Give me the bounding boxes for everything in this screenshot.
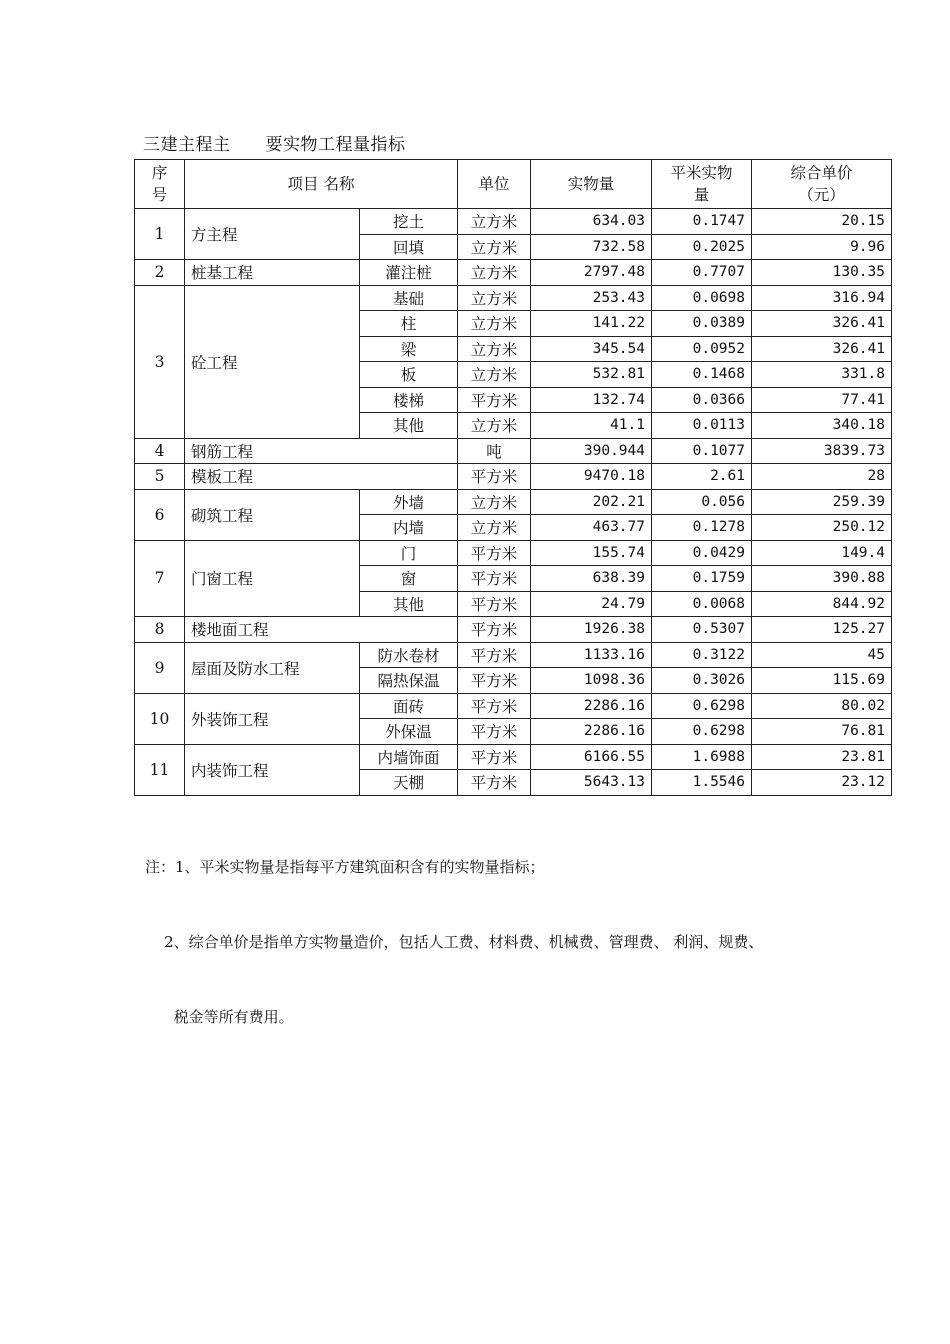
row-per-area-quantity: 0.0389	[652, 311, 752, 337]
row-per-area-quantity: 0.1468	[652, 362, 752, 388]
row-item-name: 砼工程	[185, 285, 360, 438]
row-sub-item: 外保温	[360, 719, 458, 745]
row-unit: 平方米	[458, 540, 531, 566]
row-sub-item: 灌注桩	[360, 260, 458, 286]
row-item-name: 屋面及防水工程	[185, 642, 360, 693]
row-seq-number: 9	[135, 642, 185, 693]
row-seq-number: 1	[135, 209, 185, 260]
row-unit-price: 76.81	[752, 719, 892, 745]
row-sub-item: 内墙	[360, 515, 458, 541]
row-unit-price: 390.88	[752, 566, 892, 592]
row-per-area-quantity: 0.1747	[652, 209, 752, 235]
row-sub-item: 挖土	[360, 209, 458, 235]
row-unit: 立方米	[458, 413, 531, 439]
row-sub-item: 梁	[360, 336, 458, 362]
row-unit-price: 250.12	[752, 515, 892, 541]
row-quantity: 532.81	[531, 362, 652, 388]
row-unit: 平方米	[458, 642, 531, 668]
row-sub-item: 天棚	[360, 770, 458, 796]
row-per-area-quantity: 1.6988	[652, 744, 752, 770]
row-per-area-quantity: 0.0952	[652, 336, 752, 362]
row-per-area-quantity: 0.3026	[652, 668, 752, 694]
row-per-area-quantity: 0.0429	[652, 540, 752, 566]
row-seq-number: 3	[135, 285, 185, 438]
row-quantity: 634.03	[531, 209, 652, 235]
table-row	[135, 438, 892, 464]
row-quantity: 41.1	[531, 413, 652, 439]
row-quantity: 1133.16	[531, 642, 652, 668]
row-quantity: 6166.55	[531, 744, 652, 770]
row-per-area-quantity: 0.1077	[652, 438, 752, 464]
row-unit-price: 130.35	[752, 260, 892, 286]
row-sub-item: 基础	[360, 285, 458, 311]
row-unit-price: 844.92	[752, 591, 892, 617]
row-sub-item: 其他	[360, 413, 458, 439]
row-unit-price: 259.39	[752, 489, 892, 515]
row-seq-number: 7	[135, 540, 185, 617]
row-unit-price: 340.18	[752, 413, 892, 439]
row-per-area-quantity: 2.61	[652, 464, 752, 490]
row-sub-item: 回填	[360, 234, 458, 260]
row-sub-item: 其他	[360, 591, 458, 617]
row-per-area-quantity: 0.0366	[652, 387, 752, 413]
table-row	[135, 617, 892, 643]
row-per-area-quantity: 0.1278	[652, 515, 752, 541]
row-seq-number: 6	[135, 489, 185, 540]
row-unit: 平方米	[458, 770, 531, 796]
row-quantity: 638.39	[531, 566, 652, 592]
footnotes	[145, 805, 763, 1055]
row-sub-item: 隔热保温	[360, 668, 458, 694]
row-unit-price: 3839.73	[752, 438, 892, 464]
row-quantity: 732.58	[531, 234, 652, 260]
footnote-3: 税金等所有费用。	[145, 1008, 294, 1026]
row-unit-price: 45	[752, 642, 892, 668]
row-quantity: 132.74	[531, 387, 652, 413]
row-unit: 平方米	[458, 719, 531, 745]
table-row	[135, 260, 892, 286]
row-item-name: 桩基工程	[185, 260, 360, 286]
table-row	[135, 285, 892, 311]
row-item-name: 模板工程	[185, 464, 458, 490]
row-unit: 立方米	[458, 234, 531, 260]
row-unit-price: 9.96	[752, 234, 892, 260]
row-quantity: 5643.13	[531, 770, 652, 796]
row-per-area-quantity: 1.5546	[652, 770, 752, 796]
row-unit-price: 115.69	[752, 668, 892, 694]
row-sub-item: 楼梯	[360, 387, 458, 413]
row-unit-price: 28	[752, 464, 892, 490]
header-seq: 序 号	[135, 160, 185, 209]
row-sub-item: 面砖	[360, 693, 458, 719]
row-item-name: 钢筋工程	[185, 438, 458, 464]
row-per-area-quantity: 0.0068	[652, 591, 752, 617]
row-item-name: 外装饰工程	[185, 693, 360, 744]
row-quantity: 141.22	[531, 311, 652, 337]
header-quantity: 实物量	[531, 160, 652, 209]
row-unit: 立方米	[458, 260, 531, 286]
row-quantity: 345.54	[531, 336, 652, 362]
table-row	[135, 209, 892, 235]
row-unit: 平方米	[458, 617, 531, 643]
row-unit: 立方米	[458, 362, 531, 388]
row-quantity: 2286.16	[531, 693, 652, 719]
row-unit: 立方米	[458, 489, 531, 515]
row-item-name: 砌筑工程	[185, 489, 360, 540]
row-sub-item: 门	[360, 540, 458, 566]
row-unit: 立方米	[458, 311, 531, 337]
row-quantity: 1926.38	[531, 617, 652, 643]
row-quantity: 1098.36	[531, 668, 652, 694]
table-row	[135, 693, 892, 719]
table-row	[135, 642, 892, 668]
row-quantity: 9470.18	[531, 464, 652, 490]
row-per-area-quantity: 0.6298	[652, 693, 752, 719]
row-unit-price: 326.41	[752, 336, 892, 362]
row-sub-item: 柱	[360, 311, 458, 337]
quantity-index-table	[134, 159, 892, 796]
header-unit-price: 综合单价 （元）	[752, 160, 892, 209]
row-unit: 吨	[458, 438, 531, 464]
row-item-name: 门窗工程	[185, 540, 360, 617]
row-unit-price: 20.15	[752, 209, 892, 235]
header-unit: 单位	[458, 160, 531, 209]
row-unit: 平方米	[458, 387, 531, 413]
row-per-area-quantity: 0.3122	[652, 642, 752, 668]
row-item-name: 方主程	[185, 209, 360, 260]
row-unit-price: 23.12	[752, 770, 892, 796]
row-per-area-quantity: 0.5307	[652, 617, 752, 643]
header-per-area-quantity: 平米实物 量	[652, 160, 752, 209]
row-quantity: 253.43	[531, 285, 652, 311]
row-sub-item: 窗	[360, 566, 458, 592]
row-quantity: 2286.16	[531, 719, 652, 745]
row-unit-price: 23.81	[752, 744, 892, 770]
row-per-area-quantity: 0.7707	[652, 260, 752, 286]
row-quantity: 24.79	[531, 591, 652, 617]
row-unit: 平方米	[458, 464, 531, 490]
row-seq-number: 10	[135, 693, 185, 744]
table-row	[135, 540, 892, 566]
row-seq-number: 4	[135, 438, 185, 464]
row-sub-item: 外墙	[360, 489, 458, 515]
row-unit: 平方米	[458, 744, 531, 770]
row-unit-price: 326.41	[752, 311, 892, 337]
row-unit: 平方米	[458, 566, 531, 592]
row-unit-price: 80.02	[752, 693, 892, 719]
row-unit-price: 316.94	[752, 285, 892, 311]
row-unit-price: 77.41	[752, 387, 892, 413]
row-unit-price: 331.8	[752, 362, 892, 388]
row-unit: 平方米	[458, 693, 531, 719]
row-quantity: 202.21	[531, 489, 652, 515]
row-item-name: 楼地面工程	[185, 617, 458, 643]
row-per-area-quantity: 0.1759	[652, 566, 752, 592]
row-item-name: 内装饰工程	[185, 744, 360, 795]
row-quantity: 155.74	[531, 540, 652, 566]
row-sub-item: 防水卷材	[360, 642, 458, 668]
row-per-area-quantity: 0.0698	[652, 285, 752, 311]
row-seq-number: 8	[135, 617, 185, 643]
row-unit: 立方米	[458, 515, 531, 541]
row-quantity: 463.77	[531, 515, 652, 541]
row-unit: 平方米	[458, 668, 531, 694]
row-unit-price: 125.27	[752, 617, 892, 643]
footnote-2: 2、综合单价是指单方实物量造价，包括人工费、材料费、机械费、管理费、 利润、规费、	[145, 933, 764, 951]
footnote-1: 注：1、平米实物量是指每平方建筑面积含有的实物量指标；	[145, 858, 545, 876]
table-row	[135, 464, 892, 490]
row-seq-number: 11	[135, 744, 185, 795]
table-body	[135, 209, 892, 796]
document-title: 三建主程主 要实物工程量指标	[143, 135, 406, 155]
row-unit-price: 149.4	[752, 540, 892, 566]
row-quantity: 2797.48	[531, 260, 652, 286]
row-per-area-quantity: 0.0113	[652, 413, 752, 439]
row-per-area-quantity: 0.6298	[652, 719, 752, 745]
table-header-row	[135, 160, 892, 209]
row-unit: 立方米	[458, 285, 531, 311]
row-sub-item: 板	[360, 362, 458, 388]
row-seq-number: 5	[135, 464, 185, 490]
row-per-area-quantity: 0.2025	[652, 234, 752, 260]
header-item-name: 项目 名称	[185, 160, 458, 209]
row-unit: 立方米	[458, 209, 531, 235]
row-sub-item: 内墙饰面	[360, 744, 458, 770]
row-unit: 平方米	[458, 591, 531, 617]
row-seq-number: 2	[135, 260, 185, 286]
row-quantity: 390.944	[531, 438, 652, 464]
row-unit: 立方米	[458, 336, 531, 362]
table-row	[135, 744, 892, 770]
table-row	[135, 489, 892, 515]
row-per-area-quantity: 0.056	[652, 489, 752, 515]
